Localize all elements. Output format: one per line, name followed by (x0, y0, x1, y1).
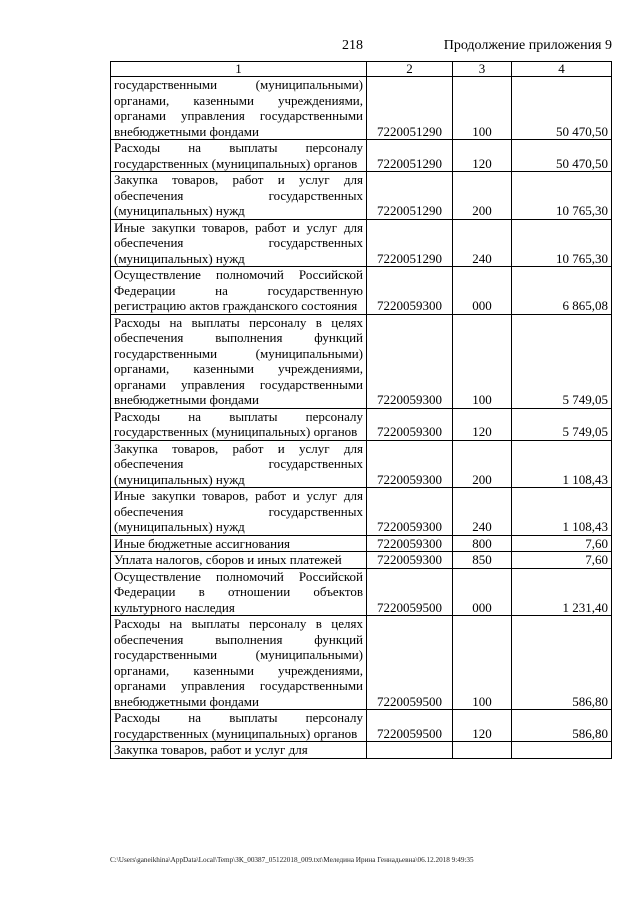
table-row (111, 535, 612, 552)
row-amount: 6 865,08 (512, 267, 612, 315)
row-amount: 586,80 (512, 616, 612, 710)
row-amount: 10 765,30 (512, 172, 612, 220)
table-row (111, 267, 612, 315)
table-row (111, 616, 612, 710)
row-target-code: 7220059300 (367, 408, 453, 440)
column-header-3: 3 (453, 62, 512, 77)
table-row (111, 314, 612, 408)
row-description: Закупка товаров, работ и услуг для обеспечения государственных (муниципальных) нужд (111, 172, 367, 220)
row-target-code: 7220051290 (367, 140, 453, 172)
table-row (111, 219, 612, 267)
row-description: Уплата налогов, сборов и иных платежей (111, 552, 367, 569)
row-description: Закупка товаров, работ и услуг для (111, 742, 367, 759)
row-amount: 586,80 (512, 710, 612, 742)
row-amount: 50 470,50 (512, 140, 612, 172)
column-header-1: 1 (111, 62, 367, 77)
row-target-code: 7220059300 (367, 552, 453, 569)
row-target-code: 7220059300 (367, 535, 453, 552)
row-target-code: 7220059300 (367, 267, 453, 315)
table-row (111, 440, 612, 488)
row-description: Расходы на выплаты персоналу государственных (муниципальных) органов (111, 408, 367, 440)
table-row (111, 710, 612, 742)
table-row (111, 568, 612, 616)
row-description: Расходы на выплаты персоналу государственных (муниципальных) органов (111, 710, 367, 742)
row-amount: 1 108,43 (512, 440, 612, 488)
continuation-label: Продолжение приложения 9 (443, 38, 612, 53)
row-description: Закупка товаров, работ и услуг для обеспечения государственных (муниципальных) нужд (111, 440, 367, 488)
row-expense-type: 120 (453, 408, 512, 440)
table-row (111, 552, 612, 569)
row-description: Осуществление полномочий Российской Федерации на государственную регистрацию актов гражданского состояния (111, 267, 367, 315)
row-amount (512, 742, 612, 759)
row-expense-type: 000 (453, 267, 512, 315)
row-amount: 7,60 (512, 552, 612, 569)
row-description: Осуществление полномочий Российской Федерации в отношении объектов культурного наследия (111, 568, 367, 616)
row-target-code: 7220051290 (367, 77, 453, 140)
row-description: Расходы на выплаты персоналу в целях обеспечения выполнения функций государственными (муниципальными) органами, казенными учреждениями, органами управления государственными внебюджетными фондами (111, 314, 367, 408)
table-row (111, 488, 612, 536)
row-target-code: 7220059500 (367, 616, 453, 710)
row-expense-type: 120 (453, 710, 512, 742)
table-row (111, 77, 612, 140)
table-row (111, 140, 612, 172)
row-description: Расходы на выплаты персоналу государственных (муниципальных) органов (111, 140, 367, 172)
row-expense-type: 850 (453, 552, 512, 569)
budget-table (110, 61, 612, 759)
table-row (111, 408, 612, 440)
row-expense-type: 200 (453, 172, 512, 220)
table-row (111, 172, 612, 220)
row-amount: 1 108,43 (512, 488, 612, 536)
row-expense-type: 240 (453, 219, 512, 267)
row-target-code: 7220051290 (367, 219, 453, 267)
row-expense-type: 120 (453, 140, 512, 172)
page-number: 218 (342, 38, 363, 53)
row-expense-type: 800 (453, 535, 512, 552)
row-amount: 10 765,30 (512, 219, 612, 267)
row-expense-type: 100 (453, 77, 512, 140)
row-expense-type: 200 (453, 440, 512, 488)
row-amount: 5 749,05 (512, 314, 612, 408)
row-target-code: 7220059300 (367, 440, 453, 488)
row-amount: 5 749,05 (512, 408, 612, 440)
row-target-code: 7220059300 (367, 488, 453, 536)
row-expense-type: 100 (453, 314, 512, 408)
row-target-code: 7220059500 (367, 568, 453, 616)
row-description: государственными (муниципальными) органами, казенными учреждениями, органами управления государственными внебюджетными фондами (111, 77, 367, 140)
row-description: Иные бюджетные ассигнования (111, 535, 367, 552)
row-amount: 7,60 (512, 535, 612, 552)
page-header (0, 38, 640, 56)
table-row (111, 742, 612, 759)
row-target-code: 7220059300 (367, 314, 453, 408)
row-expense-type (453, 742, 512, 759)
table-header-row (111, 62, 612, 77)
row-expense-type: 100 (453, 616, 512, 710)
row-expense-type: 000 (453, 568, 512, 616)
column-header-4: 4 (512, 62, 612, 77)
row-target-code: 7220059500 (367, 710, 453, 742)
row-description: Иные закупки товаров, работ и услуг для обеспечения государственных (муниципальных) нужд (111, 219, 367, 267)
row-amount: 50 470,50 (512, 77, 612, 140)
row-description: Расходы на выплаты персоналу в целях обеспечения выполнения функций государственными (муниципальными) органами, казенными учреждениями, органами управления государственными внебюджетными фондами (111, 616, 367, 710)
row-amount: 1 231,40 (512, 568, 612, 616)
row-expense-type: 240 (453, 488, 512, 536)
column-header-2: 2 (367, 62, 453, 77)
row-target-code (367, 742, 453, 759)
footer-file-path: C:\Users\ganeikhina\AppData\Local\Temp\ЗК_00387_05122018_009.txt\Меледина Ирина Геннадьевна\06.12.2018 9:49:35 (110, 856, 474, 864)
row-target-code: 7220051290 (367, 172, 453, 220)
row-description: Иные закупки товаров, работ и услуг для обеспечения государственных (муниципальных) нужд (111, 488, 367, 536)
